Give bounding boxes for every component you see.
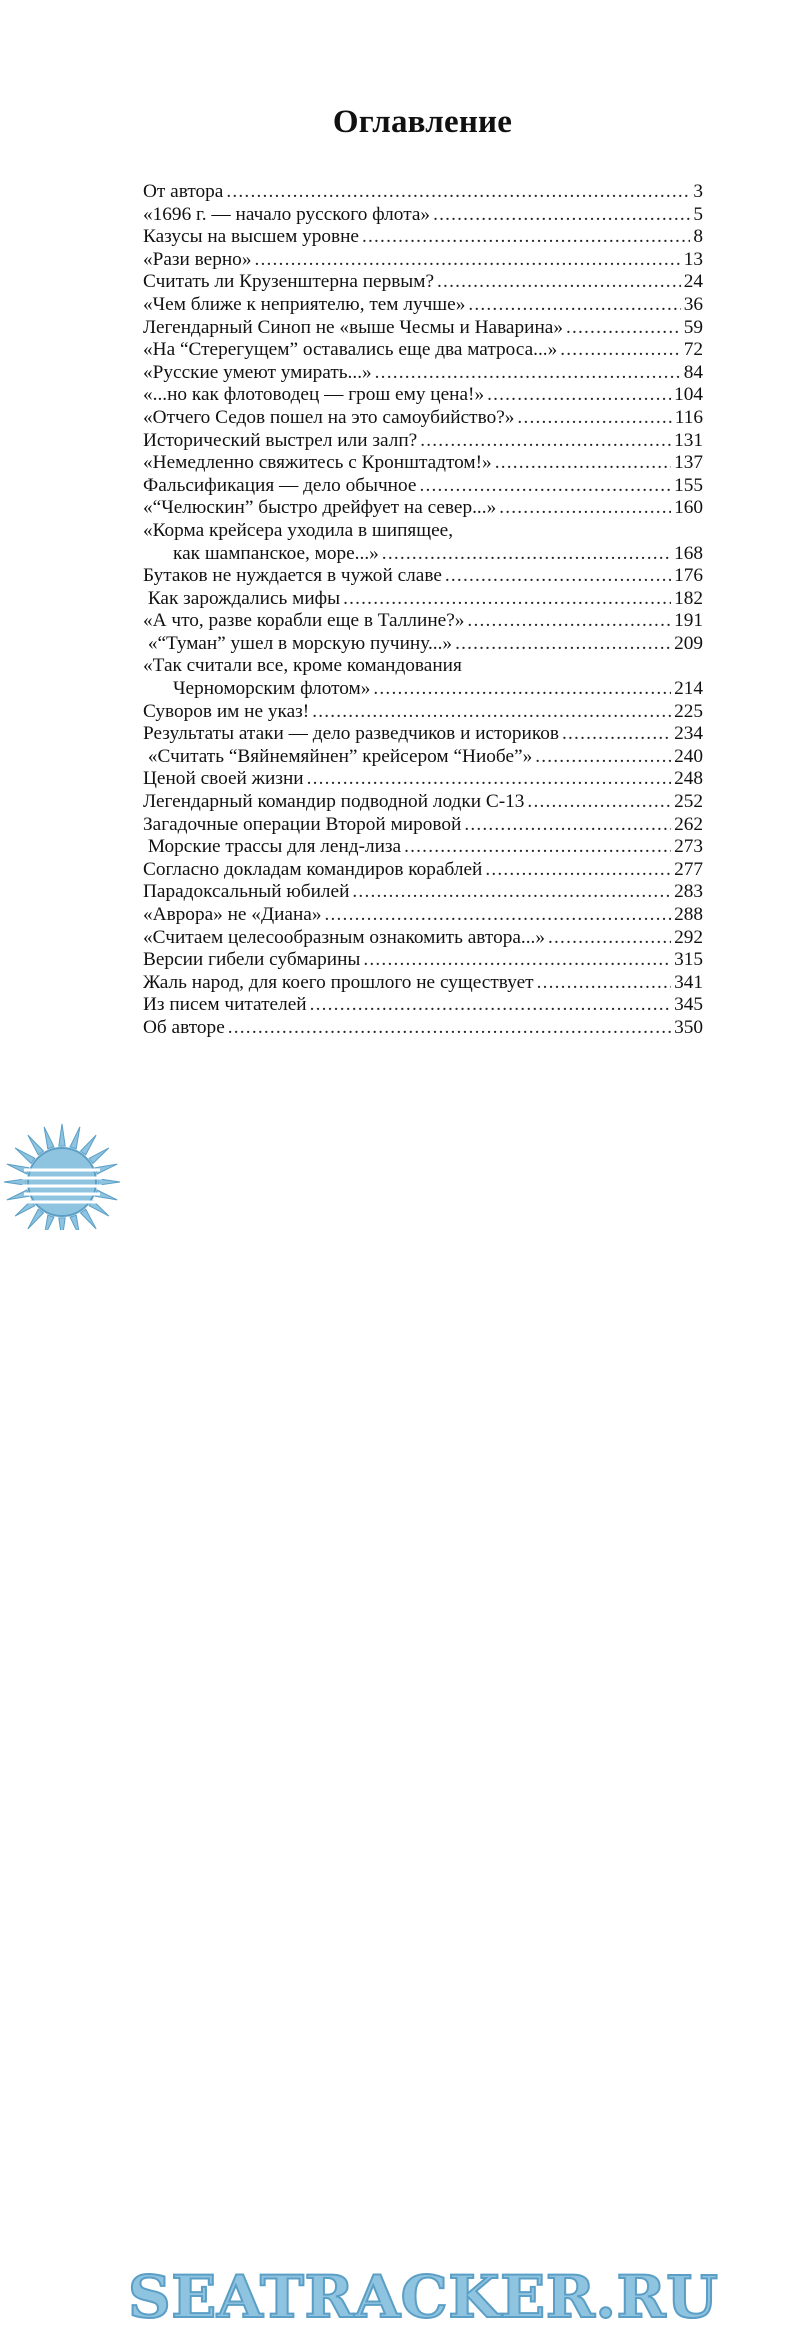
toc-dot-leader [404,836,671,859]
toc-page-number: 262 [674,813,703,835]
toc-entry-title: Из писем читателей [143,994,307,1016]
toc-entry-title: Исторический выстрел или залп? [143,429,418,451]
toc-entry-title: «Считаем целесообразным ознакомить автора...» [143,926,546,948]
toc-dot-leader [455,633,671,656]
toc-page-number: 8 [693,226,703,248]
toc-page-number: 155 [674,474,703,496]
toc-dot-leader [382,543,671,566]
toc-entry [143,271,703,294]
toc-entry-title: Жаль народ, для коего прошлого не существует [143,971,534,993]
toc-entry [143,249,703,272]
toc-entry [143,204,703,227]
toc-dot-leader [527,791,671,814]
toc-dot-leader [228,1017,671,1040]
toc-page-number: 225 [674,700,703,722]
toc-entry [143,452,703,475]
toc-entry [143,317,703,340]
toc-entry [143,949,703,972]
sun-ray [89,1148,109,1164]
toc-entry-title: как шампанское, море...» [173,542,379,564]
sun-ray [44,1127,54,1149]
toc-page-number: 131 [674,429,703,451]
toc-dot-leader [419,475,671,498]
toc-entry-title: Бутаков не нуждается в чужой славе [143,565,442,587]
toc-entry [143,588,703,611]
toc-page-number: 240 [674,745,703,767]
toc-dot-leader [375,362,681,385]
toc-dot-leader [537,972,672,995]
toc-page-number: 176 [674,565,703,587]
toc-entry-title: «Чем ближе к неприятелю, тем лучше» [143,293,466,315]
toc-entry-title: Легендарный Синоп не «выше Чесмы и Наварина» [143,316,563,338]
toc-dot-leader [468,294,680,317]
toc-entry [143,768,703,791]
toc-page-number: 116 [674,406,703,428]
toc-dot-leader [467,610,671,633]
sun-ray [15,1148,35,1164]
sun-ray [98,1179,120,1185]
toc-entry-title: «“Челюскин” быстро дрейфует на север...» [143,497,497,519]
toc-dot-leader [562,723,671,746]
toc-entry [143,384,703,407]
toc-page-number: 182 [674,587,703,609]
toc-page-number: 137 [674,452,703,474]
toc-entry-title: Суворов им не указ! [143,700,310,722]
toc-page-number: 345 [674,994,703,1016]
toc-entry-title: Легендарный командир подводной лодки С-13 [143,791,525,813]
toc-entry [143,904,703,927]
toc-entry-title: «“Туман” ушел в морскую пучину...» [143,632,453,654]
toc-dot-leader [325,904,672,927]
toc-entry [143,994,703,1017]
toc-entry [143,859,703,882]
page-title: Оглавление [332,104,513,140]
toc-page-number: 104 [674,384,703,406]
toc-entry [143,836,703,859]
toc-dot-leader [487,384,671,407]
toc-entry-title: Ценой своей жизни [143,768,304,790]
toc-dot-leader [464,814,671,837]
toc-page-number: 36 [683,293,703,315]
toc-entry [143,633,703,656]
toc-entry [143,565,703,588]
toc-entry-title: От автора [143,181,224,202]
toc-entry-title: Загадочные операции Второй мировой [143,813,462,835]
sun-ray [59,1124,65,1146]
toc-page-number: 168 [674,542,703,564]
toc-page-number: 209 [674,632,703,654]
toc-dot-leader [535,746,671,769]
sun-ray [81,1209,97,1229]
toc-entry-title: Считать ли Крузенштерна первым? [143,271,435,293]
toc-entry [143,814,703,837]
toc-entry [143,723,703,746]
sun-ray [59,1218,65,1230]
toc-dot-leader [420,430,671,453]
toc-entry [143,678,703,701]
table-of-contents [143,181,703,1040]
sun-icon [0,1120,130,1230]
toc-dot-leader [254,249,680,272]
toc-page-number: 288 [674,904,703,925]
toc-page-number: 160 [674,497,703,519]
toc-page-number: 315 [674,949,703,971]
toc-dot-leader [307,768,672,791]
sun-ray [44,1215,54,1230]
toc-page-number: 24 [683,271,703,293]
toc-entry-title: «Отчего Седов пошел на это самоубийство?» [143,406,515,428]
toc-entry-title: Как зарождались мифы [143,587,341,609]
toc-dot-leader [363,949,671,972]
toc-entry [143,497,703,520]
sun-ray [28,1135,44,1155]
toc-dot-leader [499,497,671,520]
toc-entry-title: «Аврора» не «Диана» [143,904,322,925]
toc-dot-leader [485,859,671,882]
toc-page-number: 59 [683,316,703,338]
toc-entry-title: «1696 г. — начало русского флота» [143,203,431,225]
toc-entry [143,407,703,430]
toc-entry [143,430,703,453]
toc-entry [143,294,703,317]
toc-dot-leader [310,994,671,1017]
toc-page-number: 350 [674,1016,703,1038]
toc-page-number: 13 [683,248,703,270]
toc-page-number: 84 [683,361,703,383]
toc-entry-title-line: «Так считали все, кроме командования [143,655,462,677]
toc-entry-title: Казусы на высшем уровне [143,226,359,248]
toc-entry [143,791,703,814]
toc-entry [143,475,703,498]
toc-entry-title: Морские трассы для ленд-лиза [143,836,402,858]
toc-entry-title: Парадоксальный юбилей [143,881,350,903]
toc-entry [143,927,703,950]
toc-entry [143,746,703,769]
sun-ray [28,1209,44,1229]
toc-entry-title: «На “Стерегущем” оставались еще два матроса...» [143,339,558,361]
toc-entry [143,701,703,724]
toc-entry-title: «Считать “Вяйнемяйнен” крейсером “Ниобе”» [143,745,533,767]
toc-page-number: 277 [674,858,703,880]
watermark-text: SEATRACKER.RU [128,2263,719,2331]
toc-page-number: 72 [683,339,703,361]
toc-entry-title: Об авторе [143,1016,225,1038]
toc-dot-leader [343,588,671,611]
toc-entry-title-line: «Корма крейсера уходила в шипящее, [143,519,454,541]
toc-entry [143,543,703,566]
toc-entry-title: «Рази верно» [143,248,252,270]
toc-entry-title: Версии гибели субмарины [143,949,361,971]
sun-ray [4,1179,26,1185]
toc-entry [143,1017,703,1040]
toc-dot-leader [495,452,671,475]
toc-page-number: 273 [674,836,703,858]
sun-ray [70,1215,80,1230]
sun-ray [81,1135,97,1155]
toc-entry-title: Результаты атаки — дело разведчиков и историков [143,723,560,745]
toc-entry-title: «А что, разве корабли еще в Таллине?» [143,610,465,632]
toc-dot-leader [362,226,690,249]
toc-entry [143,339,703,362]
sun-ray [70,1127,80,1149]
toc-entry [143,610,703,633]
toc-dot-leader [373,678,671,701]
watermark [0,1120,797,2331]
toc-entry [143,881,703,904]
toc-entry-title: Фальсификация — дело обычное [143,474,417,496]
toc-entry-title: «Немедленно свяжитесь с Кронштадтом!» [143,452,492,474]
toc-page-number: 283 [674,881,703,903]
toc-page-number: 292 [674,926,703,948]
toc-entry [143,226,703,249]
toc-page-number: 3 [693,181,703,202]
toc-entry-title: «...но как флотоводец — грош ему цена!» [143,384,485,406]
toc-page-number: 191 [674,610,703,632]
toc-dot-leader [437,271,681,294]
toc-page-number: 341 [674,971,703,993]
toc-page-number: 234 [674,723,703,745]
toc-page-number: 252 [674,791,703,813]
toc-entry-title: Согласно докладам командиров кораблей [143,858,483,880]
toc-entry [143,362,703,385]
toc-dot-leader [433,204,690,227]
toc-entry-title: «Русские умеют умирать...» [143,361,372,383]
toc-dot-leader [566,317,681,340]
toc-dot-leader [560,339,680,362]
toc-dot-leader [517,407,671,430]
toc-page-number: 214 [674,678,703,700]
toc-dot-leader [352,881,671,904]
toc-page-number: 5 [693,203,703,225]
toc-dot-leader [548,927,671,950]
toc-entry-title: Черноморским флотом» [173,678,371,700]
toc-dot-leader [445,565,671,588]
toc-page-number: 248 [674,768,703,790]
toc-dot-leader [226,181,690,204]
toc-entry [143,181,703,204]
toc-entry [143,972,703,995]
toc-dot-leader [312,701,671,724]
